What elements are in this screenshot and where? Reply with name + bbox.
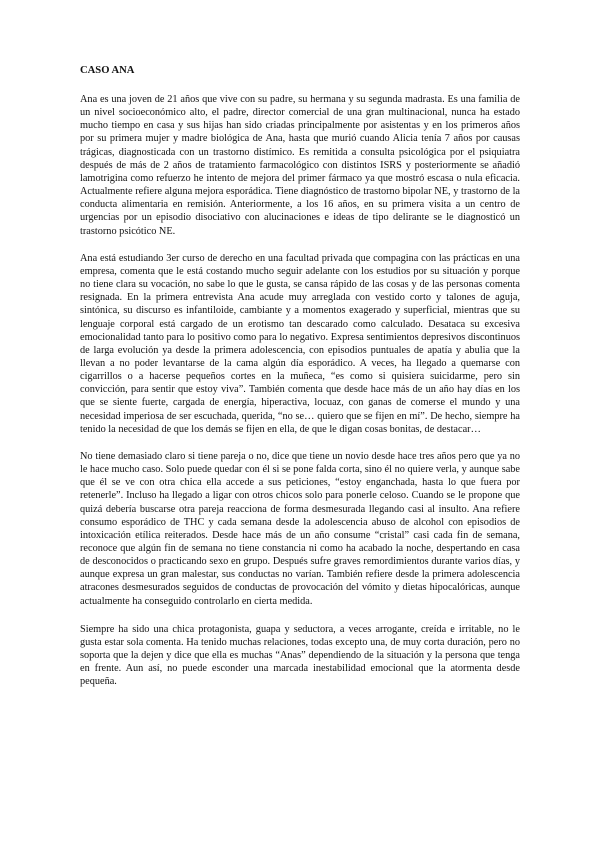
document-page: [80, 64, 520, 702]
paragraph-4: Siempre ha sido una chica protagonista, guapa y seductora, a veces arrogante, creída e irritable, no le gusta estar sola comenta. Ha tenido muchas relaciones, todas excepto una, de muy corta duración, pero no soporta que la dejen y dice que ella es muchas “Anas” dependiendo de la situación y la persona que tenga en frente. Aun así, no puede esconder una marcada inestabilidad emocional que la atormenta desde pequeña.: [80, 623, 520, 688]
paragraph-3: No tiene demasiado claro si tiene pareja o no, dice que tiene un novio desde hace tres años pero que ya no le hace mucho caso. Solo puede quedar con él si se pone falda corta, sino él no quiere verla, y aunque sabe que él se ve con otra chica ella accede a sus peticiones, “estoy enganchada, hasta lo que fuera por retenerle”. Incluso ha llegado a ligar con otros chicos solo para ponerle celoso. Cuando se le propone que quizá debería buscarse otra pareja reacciona de forma desmesurada llegando casi al insulto. Ana refiere consumo esporádico de THC y cada semana desde la adolescencia abuso de alcohol con episodios de intoxicación etílica reiterados. Desde hace más de un año consume “cristal” casi cada fin de semana, reconoce que algún fin de semana no tiene constancia ni como ha acabado la noche, despertando en casa de desconocidos o practicando sexo en grupo. Después sufre graves remordimientos durante varios días, y aunque expresa un gran malestar, sus conductas no varían. También refiere desde la primera adolescencia atracones desmesurados seguidos de conductas de provocación del vómito y dietas hipocalóricas, aunque actualmente ha conseguido controlarlo en cierta medida.: [80, 450, 520, 607]
paragraph-1: Ana es una joven de 21 años que vive con su padre, su hermana y su segunda madrasta. Es una familia de un nivel socioeconómico alto, el padre, director comercial de una gran multinacional, nunca ha estado mucho tiempo en casa y sus hijas han sido criadas principalmente por asistentas y en los primeros años por su primera mujer y madre biológica de Ana, hasta que murió cuando Alicia tenía 7 años por causas trágicas, diagnosticada con un trastorno distímico. Es remitida a consulta psicológica por el psiquiatra después de más de 2 años de tratamiento farmacológico con distintos ISRS y posteriormente se añadió lamotrigina como refuerzo he intento de mejora del primer fármaco ya que mostró escasa o nula eficacia. Actualmente refiere alguna mejora esporádica. Tiene diagnóstico de trastorno bipolar NE, y trastorno de la conducta alimentaria en remisión. Anteriormente, a los 16 años, en su primera visita a un centro de urgencias por un episodio disociativo con alucinaciones e ideas de tipo delirante se le diagnosticó un trastorno psicótico NE.: [80, 94, 520, 237]
paragraph-2: Ana está estudiando 3er curso de derecho en una facultad privada que compagina con las prácticas en una empresa, comenta que le está costando mucho seguir adelante con los estudios por su situación y porque no tiene clara su vocación, no sabe lo que le gusta, se cansa rápido de las cosas y de las personas comenta resignada. En la primera entrevista Ana acude muy arreglada con vestido corto y talones de aguja, sintónica, su discurso es infantiloide, cambiante y a momentos exagerado y superficial, mientras que su lenguaje corporal está cargado de un erotismo tan descarado como calculado. Desataca su excesiva emocionalidad tanto para lo positivo como para lo negativo. Expresa sentimientos depresivos discontinuos de larga evolución ya desde la primera adolescencia, con episodios puntuales de apatía y abulia que la llevan a no poder levantarse de la cama algún día esporádico. A veces, ha llegado a quemarse con cigarrillos o a hacerse pequeños cortes en la muñeca, “es como si quisiera suicidarme, pero sin convicción, para sentir que estoy viva”. También comenta que desde hace más de un año hay días en los que se siente fuerte, cargada de energía, hiperactiva, locuaz, con ganas de comerse el mundo y una necesidad imperiosa de ser escuchada, querida, “no se… quiero que se fijen en mí”. De hecho, siempre ha tenido la necesidad de que los demás se fijen en ella, de que le digan cosas bonitas, de destacar…: [80, 252, 520, 435]
document-title: CASO ANA: [80, 65, 135, 76]
